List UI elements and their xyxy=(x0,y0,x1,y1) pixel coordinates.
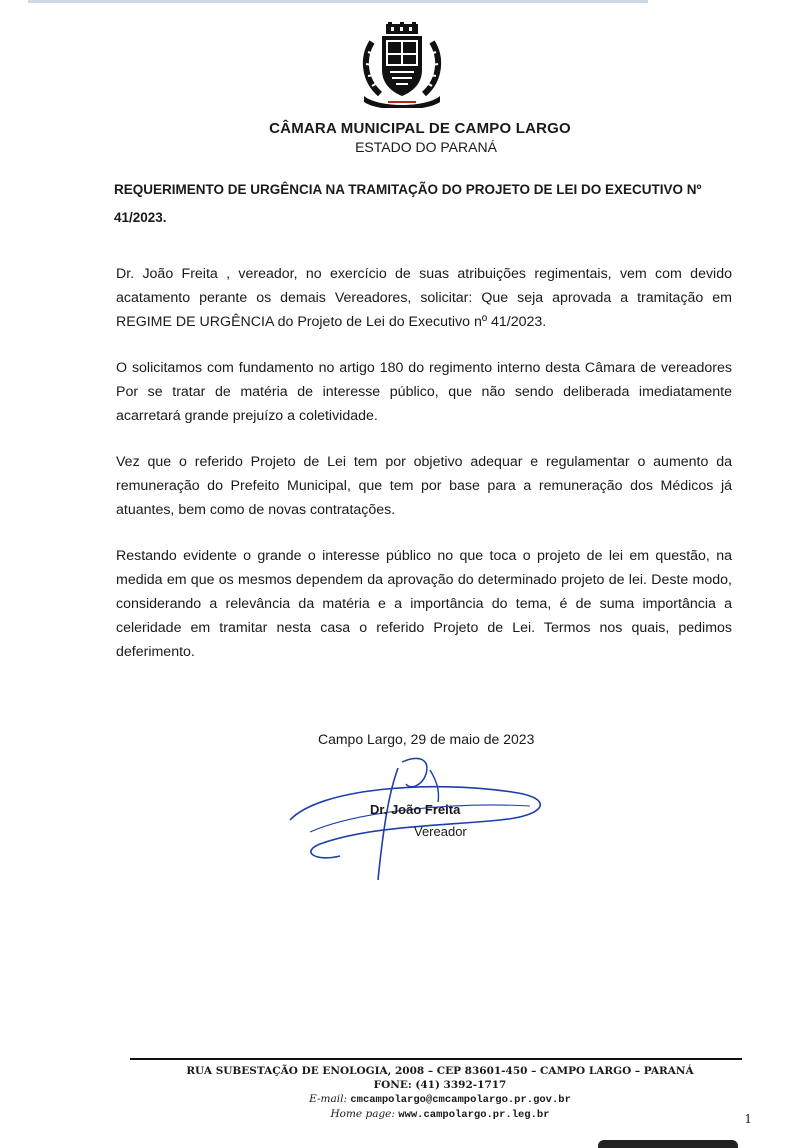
document-body xyxy=(116,262,732,686)
place-date: Campo Largo, 29 de maio de 2023 xyxy=(318,731,535,747)
municipal-coat-of-arms-icon xyxy=(358,22,446,108)
footer-divider xyxy=(130,1058,742,1060)
body-paragraph: O solicitamos com fundamento no artigo 180 do regimento interno desta Câmara de vereadores Por se tratar de matéria de interesse público, que não sendo deliberada imediatamente acarretará grande prejuízo a coletividade. xyxy=(116,360,732,424)
scan-corner-mark xyxy=(598,1140,738,1148)
footer xyxy=(140,1064,740,1122)
page-number: 1 xyxy=(744,1112,752,1126)
footer-email-label: E-mail: xyxy=(309,1093,347,1105)
footer-homepage-label: Home page: xyxy=(330,1108,395,1120)
footer-address: RUA SUBESTAÇÃO DE ENOLOGIA, 2008 – CEP 83601-450 – CAMPO LARGO – PARANÁ xyxy=(186,1065,694,1077)
footer-email: cmcampolargo@cmcampolargo.pr.gov.br xyxy=(350,1094,571,1106)
letterhead xyxy=(0,120,812,155)
organization-state: ESTADO DO PARANÁ xyxy=(355,139,497,155)
body-paragraph: Dr. João Freita , vereador, no exercício de suas atribuições regimentais, vem com devido acatamento perante os demais Vereadores, solicitar: Que seja aprovada a tramitação em REGIME DE URGÊNCIA do Projeto de Lei do Executivo nº 41/2023. xyxy=(116,266,732,330)
footer-phone: FONE: (41) 3392-1717 xyxy=(373,1079,507,1091)
footer-email-line xyxy=(140,1092,740,1107)
footer-homepage: www.campolargo.pr.leg.br xyxy=(398,1109,550,1121)
body-paragraph: Restando evidente o grande o interesse público no que toca o projeto de lei em questão, na medida em que os mesmos dependem da aprovação do determinado projeto de lei. Deste modo, considerando a relevância da matéria e a importância do tema, é de suma importância a celeridade em tramitar nesta casa o referido Projeto de Lei. Termos nos quais, pedimos deferimento. xyxy=(116,548,732,660)
body-paragraph: Vez que o referido Projeto de Lei tem por objetivo adequar e regulamentar o aumento da remuneração do Prefeito Municipal, que tem por base para a remuneração dos Médicos já atuantes, bem como de novas contratações. xyxy=(116,454,732,518)
signer-name: Dr. João Freita xyxy=(370,802,461,817)
signer-role: Vereador xyxy=(414,824,467,839)
scan-edge-line xyxy=(28,0,648,3)
footer-homepage-line xyxy=(140,1107,740,1122)
document-title: REQUERIMENTO DE URGÊNCIA NA TRAMITAÇÃO DO PROJETO DE LEI DO EXECUTIVO Nº 41/2023. xyxy=(114,182,702,225)
organization-name: CÂMARA MUNICIPAL DE CAMPO LARGO xyxy=(269,120,571,137)
